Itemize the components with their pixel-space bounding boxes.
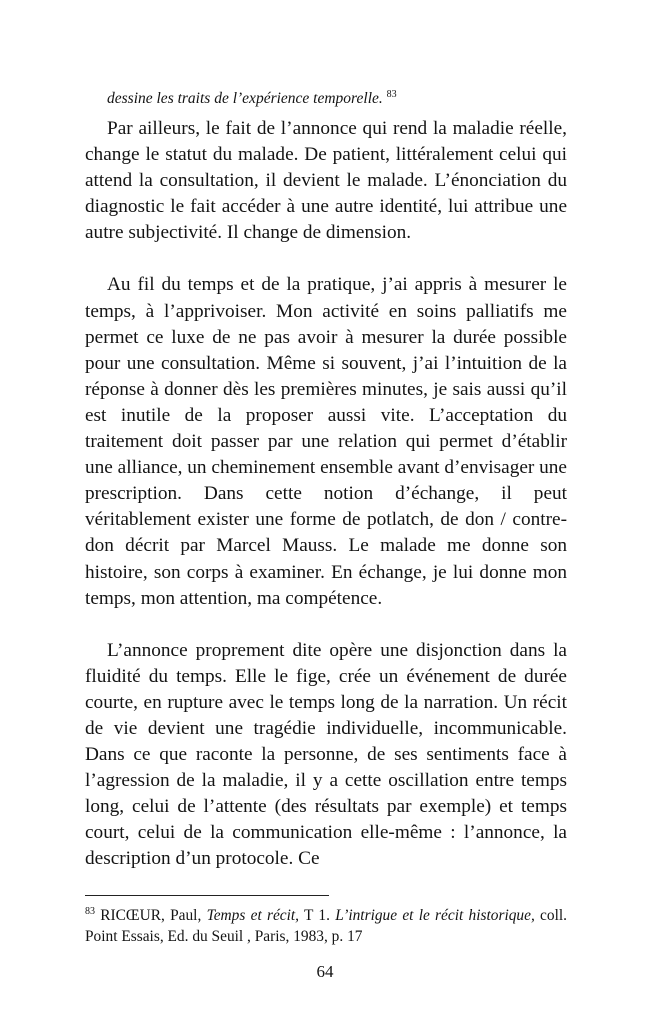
paragraph-3: L’annonce proprement dite opère une disjonction dans la fluidité du temps. Elle le fige, crée un événement de durée courte, en rupture avec le temps long de la narration. Un récit de vie devient une tragédie individuelle, incommunicable. Dans ce que raconte la personne, de ses sentiments face à l’agression de la maladie, il y a cette oscillation entre temps long, celui de l’attente (des résultats par exemple) et temps court, celui de la communication elle-même : l’annonce, la description d’un protocole. Ce (85, 639, 567, 870)
footnote-publication: coll. Point Essais, Ed. du Seuil , Paris, 1983, p. 17 (85, 907, 567, 945)
paragraph-1: Par ailleurs, le fait de l’annonce qui rend la maladie réelle, change le statut du malade. De patient, littéralement celui qui attend la consultation, il devient le malade. L’énonciation du diagnostic le fait accéder à une autre identité, lui attribue une autre subjectivité. Il change de dimension. (85, 118, 567, 244)
quote-continuation (107, 88, 567, 110)
footnote-title-2: L’intrigue et le récit historique, (335, 907, 535, 924)
paragraph-2: Au fil du temps et de la pratique, j’ai appris à mesurer le temps, à l’apprivoiser. Mon activité en soins palliatifs me permet ce luxe de ne pas avoir à mesurer la durée possible pour une consultation. Même si souvent, j’ai l’intuition de la réponse à donner dès les premières minutes, je sais aussi qu’il est inutile de la proposer aussi vite. L’acceptation du traitement doit passer par une relation qui permet d’établir une alliance, un cheminement ensemble avant d’envisager une prescription. Dans cette notion d’échange, il peut véritablement exister une forme de potlatch, de don / contre-don décrit par Marcel Mauss. Le malade me donne son histoire, son corps à examiner. En échange, je lui donne mon temps, mon attention, ma compétence. (85, 274, 567, 609)
footnote-author: RICŒUR, Paul, (100, 907, 207, 924)
page-body (85, 88, 567, 873)
page-number: 64 (316, 962, 334, 981)
footnote (85, 905, 567, 947)
footnote-reference: 83 (386, 88, 397, 100)
quote-text: dessine les traits de l’expérience temporelle. (107, 90, 383, 107)
footnote-number: 83 (85, 905, 95, 917)
footnote-separator (85, 895, 329, 896)
footnote-title-1: Temps et récit, (206, 907, 300, 924)
footnote-volume: T 1. (299, 907, 336, 924)
